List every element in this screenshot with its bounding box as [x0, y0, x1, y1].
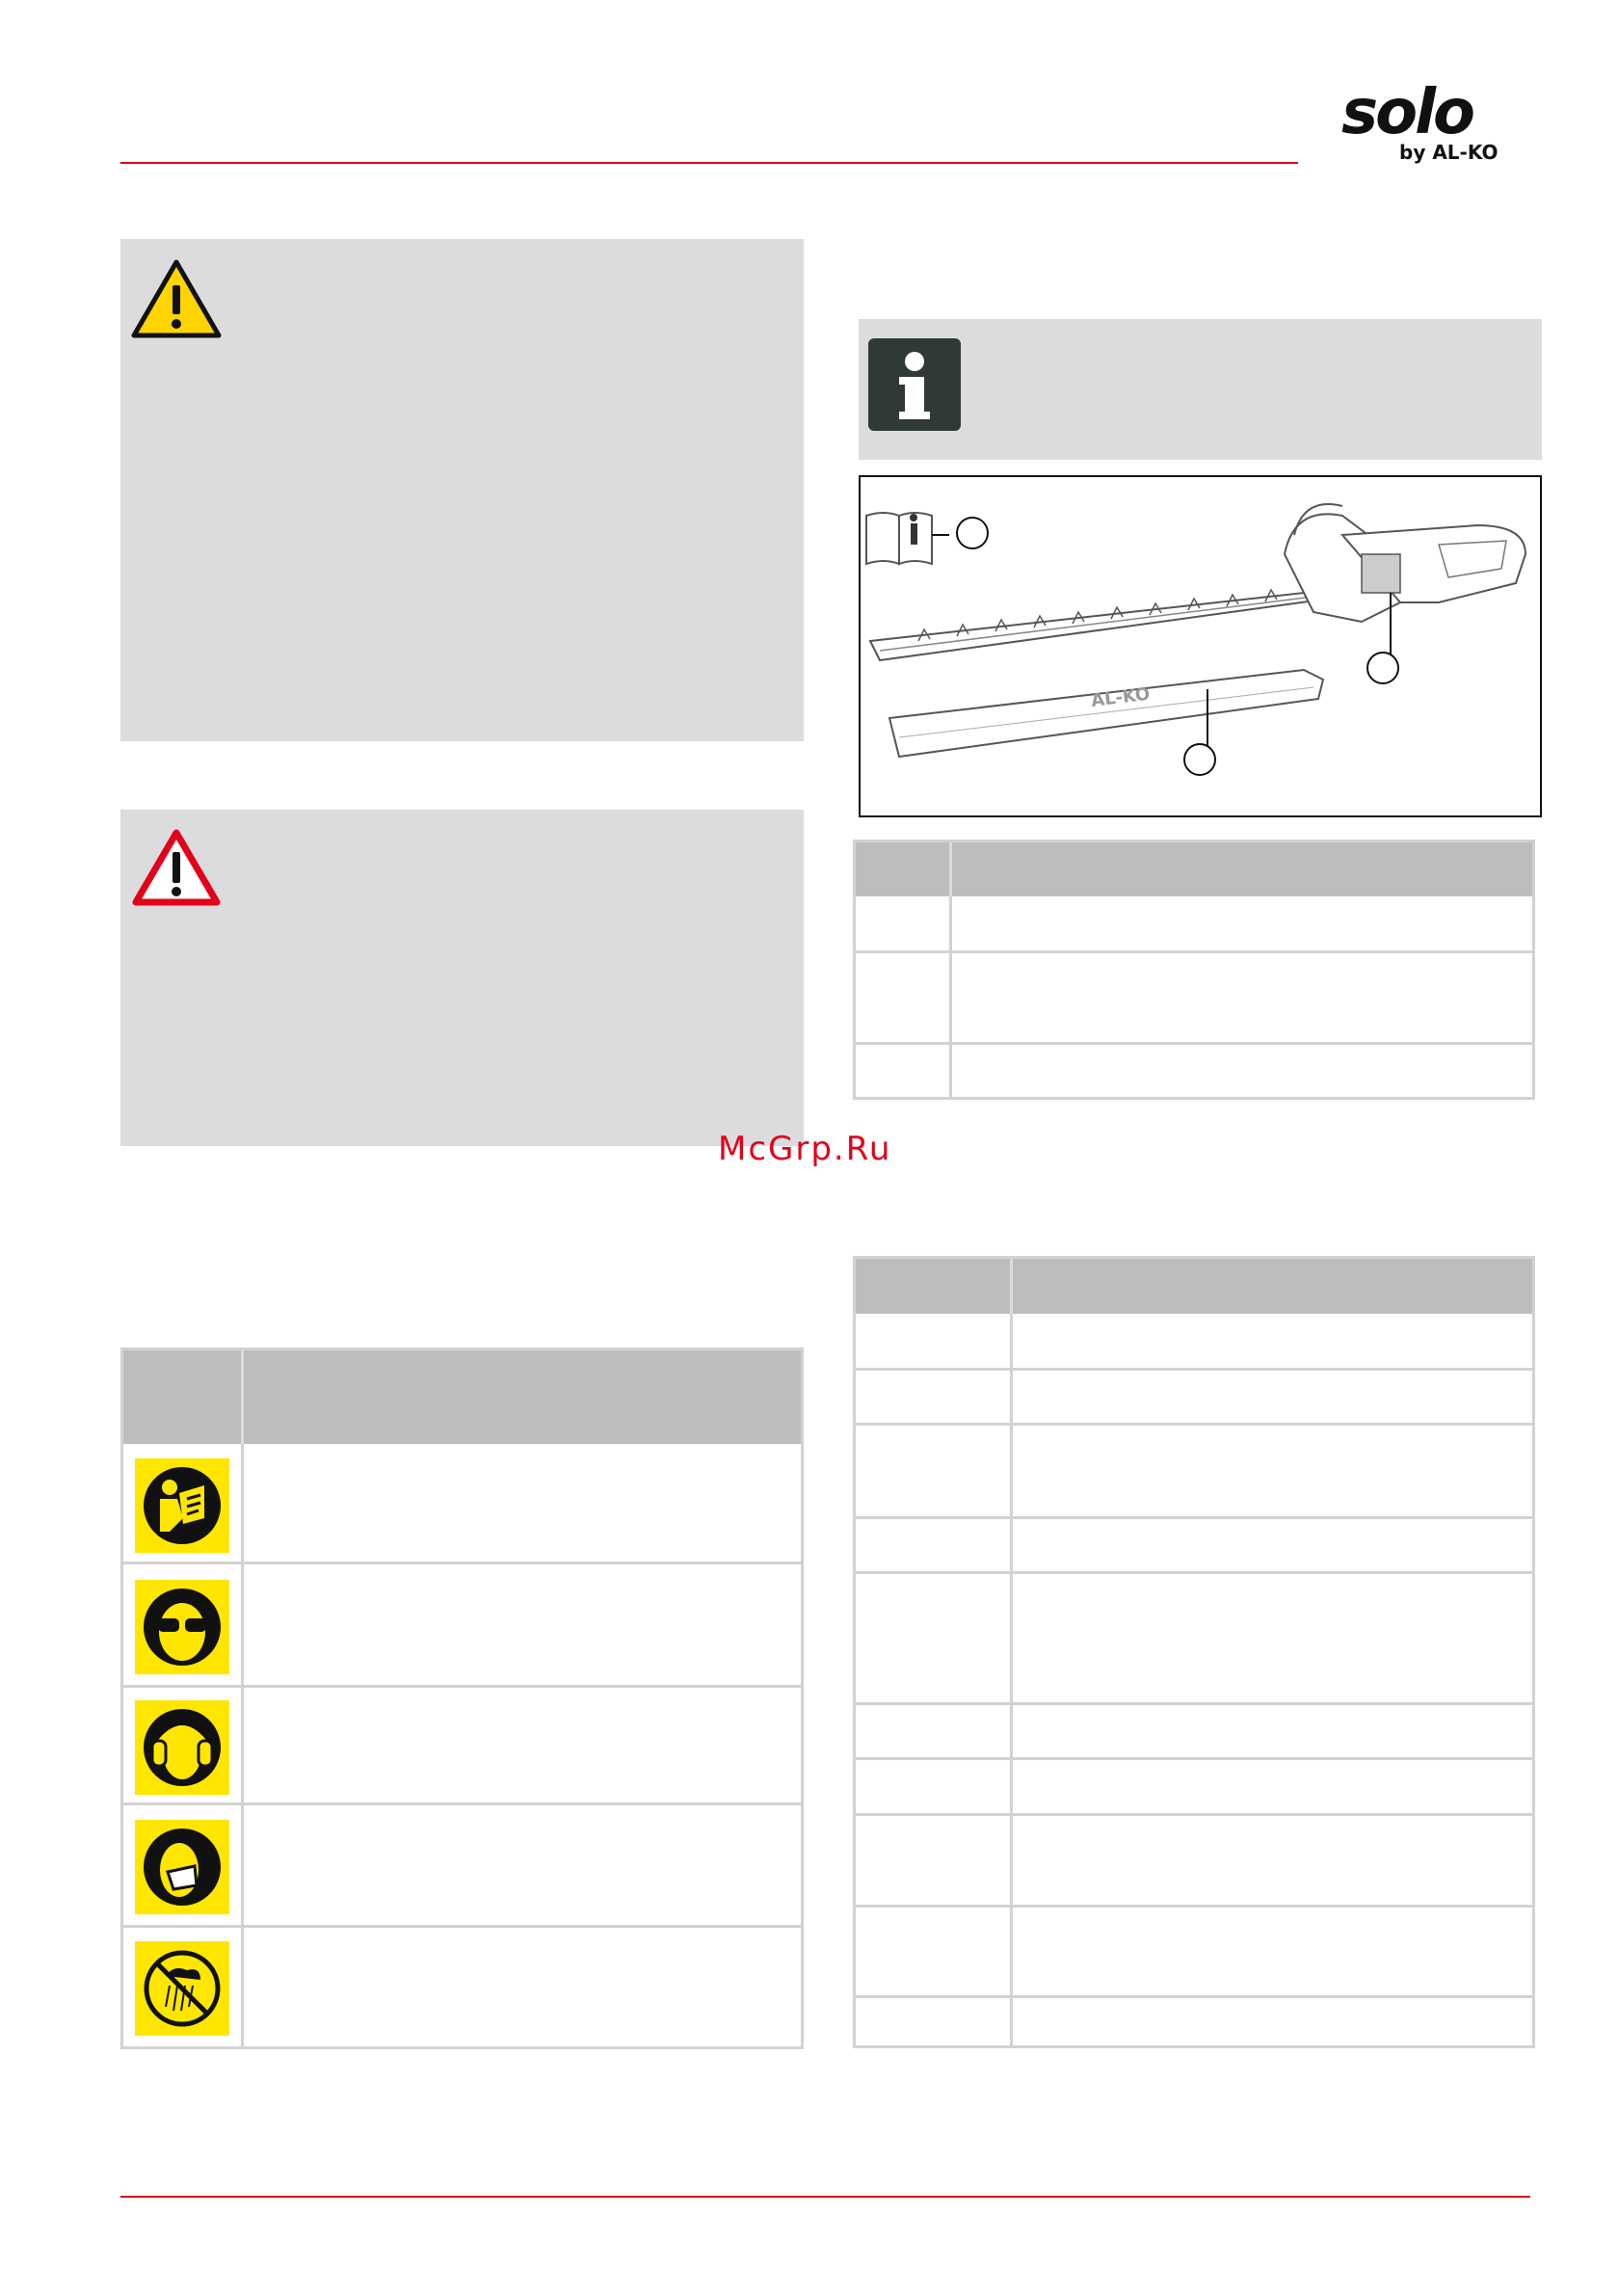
table-header-row — [856, 1259, 1532, 1314]
guard-logo-text: AL-KO — [1090, 683, 1152, 711]
table-row — [856, 1045, 1532, 1100]
brand-logo — [1341, 77, 1515, 174]
respiratory-protection-icon — [135, 1820, 229, 1914]
logo-wordmark: solo — [1341, 77, 1472, 148]
warning-triangle-yellow-icon — [130, 258, 223, 339]
logo-subtext: by AL-KO — [1399, 141, 1499, 164]
footer-rule — [120, 2196, 1530, 2198]
table-header-row — [123, 1350, 801, 1444]
eye-protection-icon — [135, 1580, 229, 1674]
watermark: McGrp.Ru — [718, 1130, 892, 1168]
header-rule — [120, 162, 1298, 164]
symbols-table — [120, 1348, 804, 2049]
no-rain-icon — [135, 1941, 229, 2036]
warning-box-caution — [120, 239, 804, 741]
technical-data-table — [853, 1256, 1535, 2048]
warning-box-danger — [120, 810, 804, 1146]
table-row — [856, 1816, 1532, 1908]
hearing-protection-icon — [135, 1700, 229, 1795]
table-header-row — [856, 842, 1532, 896]
info-icon — [868, 338, 961, 431]
info-box — [859, 319, 1542, 460]
table-row — [856, 1760, 1532, 1816]
table-row — [856, 896, 1532, 953]
table-row — [856, 1426, 1532, 1519]
delivery-table — [853, 840, 1535, 1100]
table-row — [856, 1314, 1532, 1371]
read-manual-icon — [135, 1458, 229, 1553]
table-row — [856, 1908, 1532, 1998]
table-row — [856, 1371, 1532, 1426]
table-row — [856, 1519, 1532, 1574]
solo-logo-icon — [1341, 77, 1515, 174]
callout-1 — [956, 517, 989, 549]
callout-3 — [1183, 743, 1216, 776]
product-illustration-frame — [859, 475, 1542, 817]
table-row — [856, 1998, 1532, 2048]
danger-triangle-red-icon — [130, 827, 223, 908]
table-row — [856, 1574, 1532, 1705]
callout-2 — [1366, 652, 1399, 684]
table-row — [856, 1705, 1532, 1760]
table-row — [856, 953, 1532, 1045]
read-manual-icon — [866, 513, 932, 564]
